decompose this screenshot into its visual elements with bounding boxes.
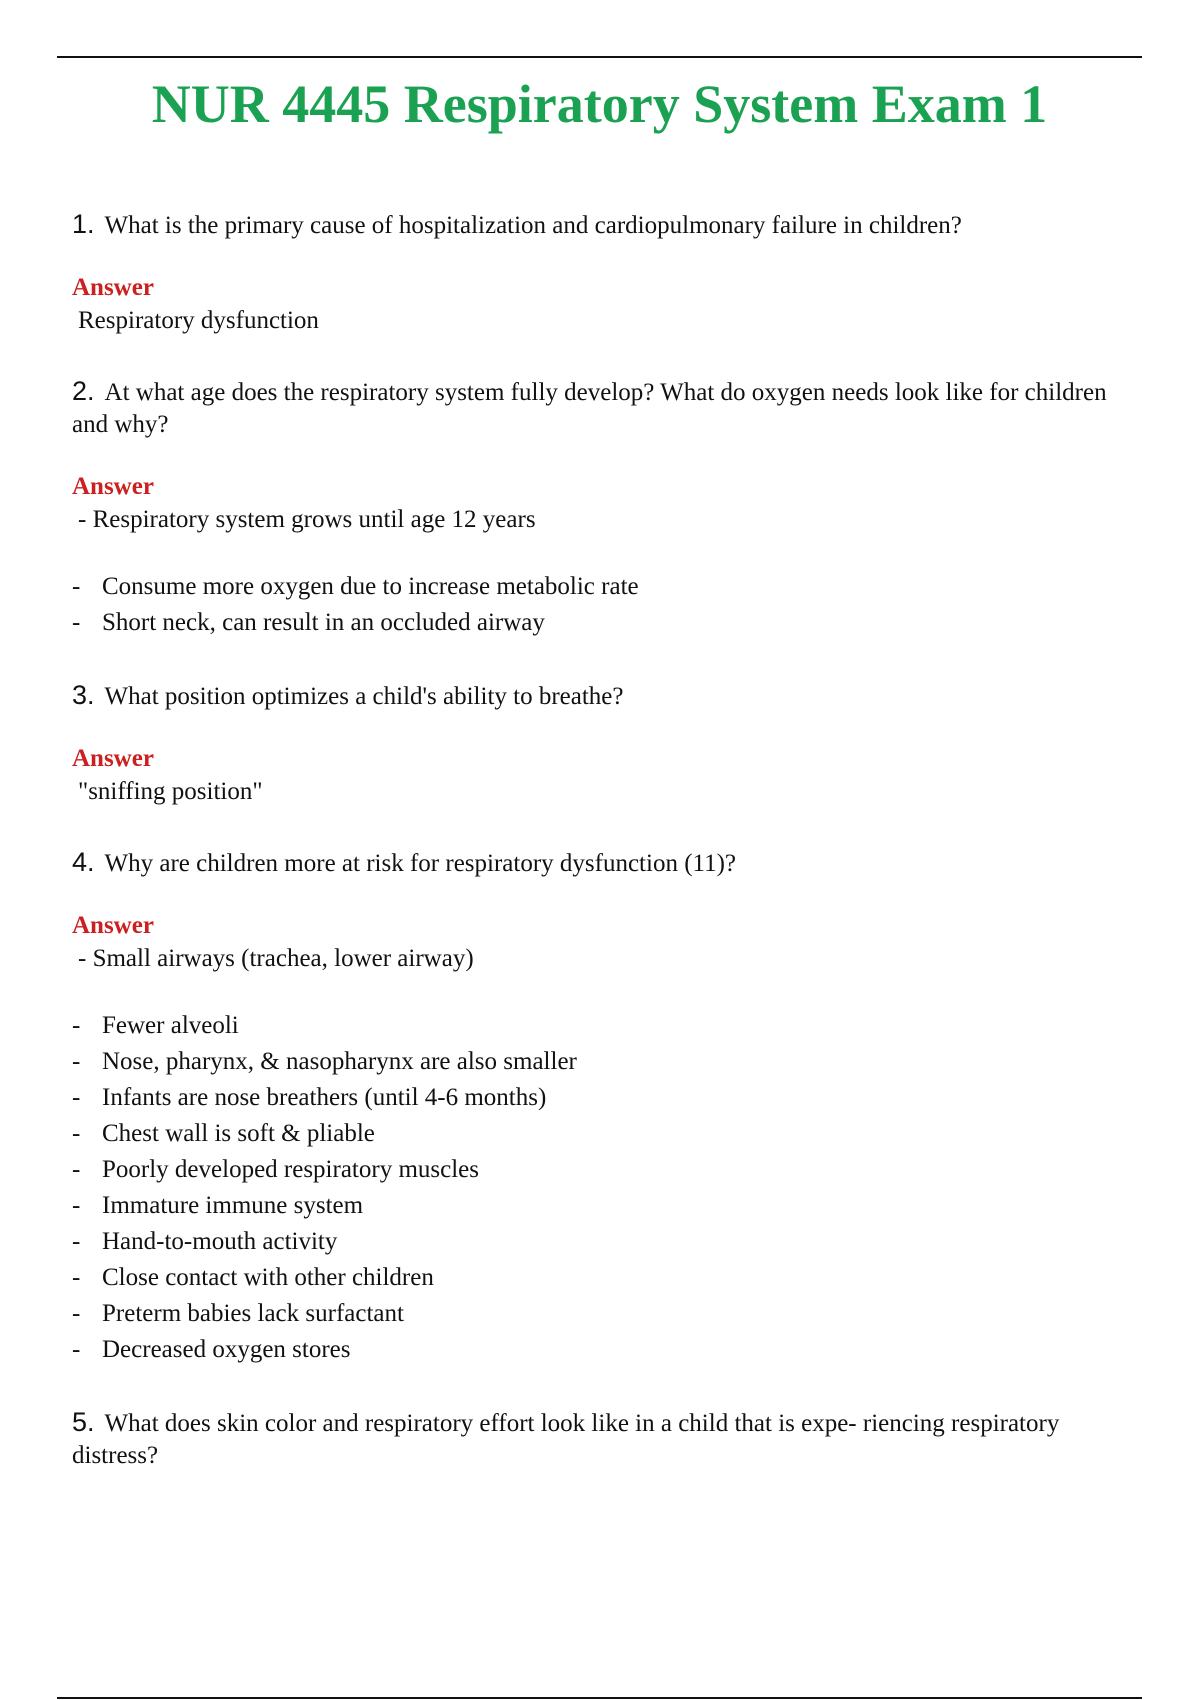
list-item: - Infants are nose breathers (until 4-6 months)	[72, 1084, 547, 1111]
list-item: - Fewer alveoli	[72, 1012, 239, 1039]
answer-label: Answer	[72, 274, 154, 301]
list-item: - Preterm babies lack surfactant	[72, 1300, 404, 1327]
question-text: 3. What position optimizes a child's ability to breathe?	[72, 680, 624, 710]
answer-text: - Respiratory system grows until age 12 years	[78, 506, 536, 533]
question-text: 2. At what age does the respiratory system fully develop? What do oxygen needs look like for children and why?	[72, 376, 1107, 438]
top-rule	[57, 56, 1142, 58]
list-item: - Nose, pharynx, & nasopharynx are also smaller	[72, 1048, 577, 1075]
answer-list	[72, 569, 1142, 641]
answer-text: Respiratory dysfunction	[78, 307, 319, 334]
list-item: - Immature immune system	[72, 1192, 364, 1219]
question-text: 1. What is the primary cause of hospitalization and cardiopulmonary failure in children?	[72, 209, 962, 239]
question-number: 3.	[72, 680, 95, 710]
answer-label: Answer	[72, 745, 154, 772]
answer-label: Answer	[72, 473, 154, 500]
answer-list	[72, 1008, 1142, 1368]
bottom-rule	[57, 1697, 1142, 1699]
question-3	[72, 679, 1142, 808]
list-item: - Chest wall is soft & pliable	[72, 1120, 375, 1147]
list-item: - Short neck, can result in an occluded airway	[72, 609, 545, 636]
answer-text: "sniffing position"	[78, 778, 263, 805]
answer-label: Answer	[72, 912, 154, 939]
question-text: 5. What does skin color and respiratory effort look like in a child that is expe- riencing respiratory distress?	[72, 1407, 1060, 1469]
question-2	[72, 375, 1142, 641]
list-item: - Close contact with other children	[72, 1264, 434, 1291]
document-body	[72, 208, 1142, 1472]
question-number: 2.	[72, 376, 95, 406]
answer-text: - Small airways (trachea, lower airway)	[78, 945, 474, 972]
question-number: 1.	[72, 209, 95, 239]
question-4	[72, 846, 1142, 1368]
question-1	[72, 208, 1142, 337]
question-text: 4. Why are children more at risk for respiratory dysfunction (11)?	[72, 847, 737, 877]
question-number: 5.	[72, 1407, 95, 1437]
list-item: - Poorly developed respiratory muscles	[72, 1156, 479, 1183]
page-title: NUR 4445 Respiratory System Exam 1	[151, 74, 1048, 134]
list-item: - Decreased oxygen stores	[72, 1336, 351, 1363]
question-5	[72, 1406, 1142, 1472]
list-item: - Hand-to-mouth activity	[72, 1228, 338, 1255]
question-number: 4.	[72, 847, 95, 877]
list-item: - Consume more oxygen due to increase metabolic rate	[72, 573, 639, 600]
